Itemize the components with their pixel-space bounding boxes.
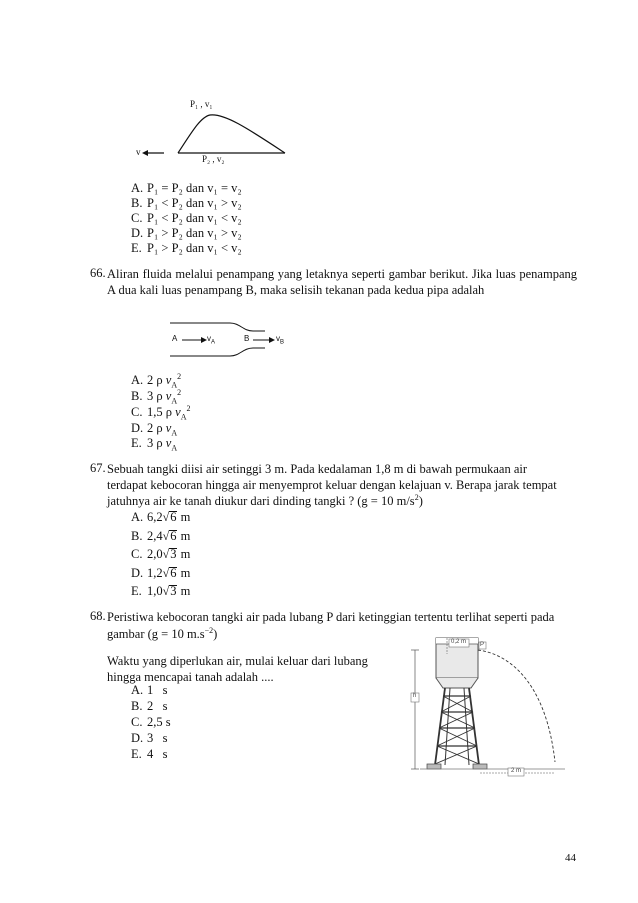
q66-option-e[interactable]: E. 3 ρ $v_A$ [131,436,178,453]
q67-option-a[interactable]: A. 6,2√6 m [131,510,191,524]
page-number: 44 [565,852,576,864]
q66-text: Aliran fluida melalui penampang yang letaknya seperti gambar berikut. Jika luas penampang A dua kali luas penampang B, maka selisih tekanan pada kedua pipa adalah [107,267,577,297]
wing-bottom-label: P₂ , v₂ [202,154,225,164]
q68-option-a[interactable]: A. 1 s [131,683,168,697]
q66-option-c[interactable]: C. 1,5 ρ $v_A^2$ [131,403,191,422]
q66-option-b[interactable]: B. 3 ρ $v_A^2$ [131,387,182,406]
q66-option-a[interactable]: A. 2 ρ $v_A^2$ [131,371,182,390]
q65-figure [130,95,300,170]
q67-option-d[interactable]: D. 1,2√6 m [131,566,191,580]
tower-depth-label: 0,2 m [451,639,467,645]
pipe-velocity-a: $v_A$ [207,334,216,346]
q67-option-e[interactable]: E. 1,0√3 m [131,584,191,598]
q68-option-e[interactable]: E. 4 s [131,747,168,761]
q67-line-2: terdapat kebocoran hingga air menyemprot keluar dengan kelajuan v. Berapa jarak tempat [107,478,557,492]
wing-velocity-label: v [136,147,141,157]
q65-option-a[interactable]: A. P₁ = P₂ dan v₁ = v₂ [131,181,242,195]
pipe-velocity-b: $v_B$ [276,334,285,346]
q68-line-1: Peristiwa kebocoran tangki air pada lubang P dari ketinggian tertentu terlihat seperti pada [107,610,555,624]
q67-line-1: Sebuah tangki diisi air setinggi 3 m. Pada kedalaman 1,8 m di bawah permukaan air [107,462,528,476]
tower-height-label: h [413,693,417,699]
q67-option-b[interactable]: B. 2,4√6 m [131,529,191,543]
q66-option-d[interactable]: D. 2 ρ $v_A$ [131,421,178,438]
water-tower-diagram [405,630,565,778]
q68-option-d[interactable]: D. 3 s [131,731,168,745]
q68-number: 68. [90,609,106,623]
q68-line-2: gambar (g = 10 $m.s^{-2}$) [107,625,218,641]
pipe-label-a: A [172,334,178,343]
tower-distance-label: 2 m [511,768,522,774]
q65-option-d[interactable]: D. P₁ > P₂ dan v₁ > v₂ [131,226,242,240]
q65-option-e[interactable]: E. P₁ > P₂ dan v₁ < v₂ [131,241,242,255]
pipe-diagram [165,315,315,360]
q66-figure [165,315,315,360]
q68-option-c[interactable]: C. 2,5 s [131,715,171,729]
tower-hole-label: P [480,642,485,648]
q67-number: 67. [90,461,106,475]
q66-number: 66. [90,266,106,280]
q68-line-3: Waktu yang diperlukan air, mulai keluar dari lubang [107,654,368,668]
wing-top-label: P₁ , v₁ [190,99,213,109]
q67-line-3: jatuhnya air ke tanah diukur dari dinding tangki ? (g = 10 $m/s^2$) [107,492,423,508]
pipe-label-b: B [244,334,250,343]
q65-option-c[interactable]: C. P₁ < P₂ dan v₁ < v₂ [131,211,242,225]
q68-option-b[interactable]: B. 2 s [131,699,168,713]
q65-option-b[interactable]: B. P₁ < P₂ dan v₁ > v₂ [131,196,242,210]
q67-option-c[interactable]: C. 2,0√3 m [131,547,191,561]
q68-line-4: hingga mencapai tanah adalah .... [107,670,274,684]
q68-figure [405,630,565,778]
